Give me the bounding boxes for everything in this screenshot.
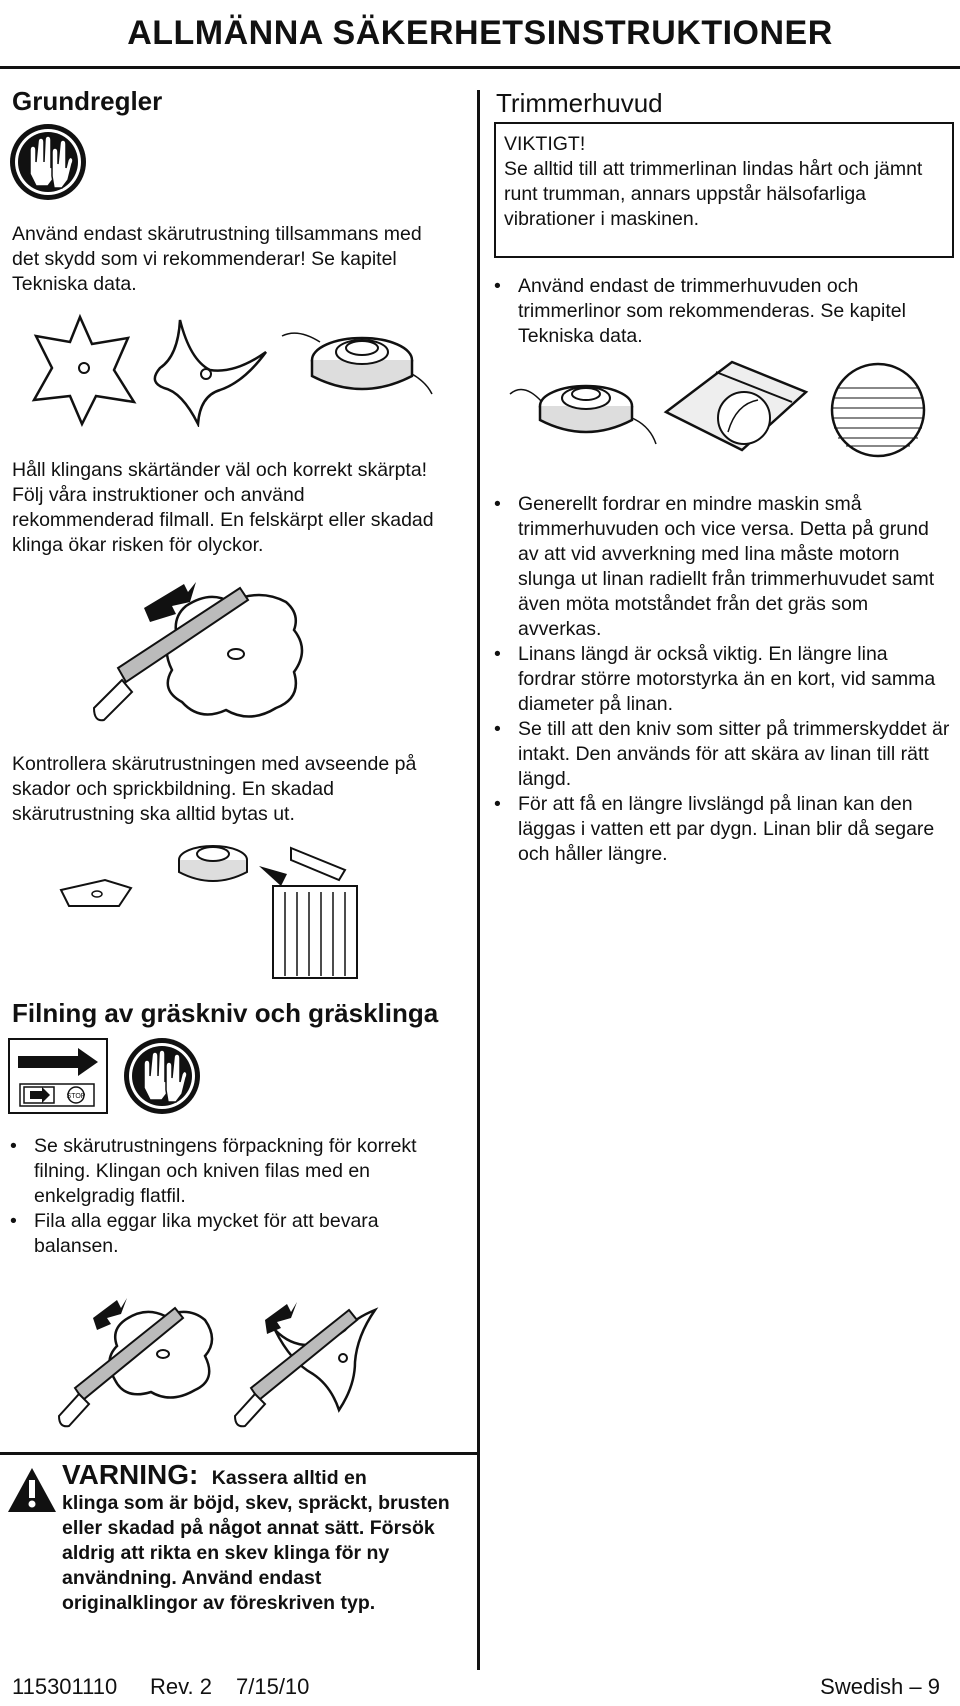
list-item: • Se skärutrustningens förpackning för korrekt filning. Klingan och kniven filas med en enkelgradig flatfil.: [10, 1134, 450, 1209]
footer-part-number: 115301110: [12, 1674, 118, 1699]
trimmer-bullet-list: [494, 492, 950, 867]
notice-text: Se alltid till att trimmerlinan lindas hårt och jämnt runt trumman, annars uppstår hälsofarliga vibrationer i maskinen.: [504, 158, 923, 230]
list-item: • Använd endast de trimmerhuvuden och trimmerlinor som rekommenderas. Se kapitel Tekniska data.: [494, 274, 944, 349]
warning-text-first: Kassera alltid en: [211, 1467, 367, 1489]
discard-illustration: [55, 840, 395, 980]
list-item: • Linans längd är också viktig. En längre lina fordrar större motorstyrka än en kort, vid samma diameter på linan.: [494, 642, 950, 717]
filing-illustration: [90, 580, 330, 730]
warning-label: VARNING:: [62, 1459, 199, 1490]
filing-bullet-list: [10, 1134, 450, 1259]
trimmer-parts-illustration: [506, 354, 936, 464]
section-heading-filing: Filning av gräskniv och gräsklinga: [12, 998, 439, 1028]
footer-date: 7/15/10: [236, 1674, 310, 1699]
warning-triangle-icon: [6, 1466, 58, 1514]
filing-blades-illustration: [55, 1290, 395, 1430]
section-heading-grundregler: Grundregler: [12, 86, 163, 116]
trimmer-top-bullet: [494, 274, 944, 349]
paragraph-sharpen-teeth: Håll klingans skärtänder väl och korrekt skärpta! Följ våra instruktioner och använd rekommenderad filmall. En felskärpt eller skadad klinga ökar risken för olyckor.: [12, 459, 434, 556]
notice-title: VIKTIGT!: [504, 133, 586, 155]
section-heading-trimmerhuvud: Trimmerhuvud: [496, 88, 663, 118]
footer-page-number: Swedish – 9: [820, 1674, 940, 1699]
notice-box: [494, 122, 954, 258]
svg-text:STOP: STOP: [66, 1093, 86, 1100]
gloves-icon: [8, 122, 88, 202]
gloves-icon: [122, 1036, 202, 1116]
warning-divider: [0, 1452, 478, 1455]
list-item: • Se till att den kniv som sitter på trimmerskyddet är intakt. Den används för att skära av linan till rätt längd.: [494, 717, 950, 792]
footer-revision: Rev. 2: [150, 1674, 212, 1699]
warning-text: [62, 1459, 452, 1616]
paragraph-protective-gear: Använd endast skärutrustning tillsammans med det skydd som vi rekommenderar! Se kapitel Tekniska data.: [12, 223, 422, 295]
paragraph-check-damage: Kontrollera skärutrustningen med avseende på skador och sprickbildning. En skadad skärutrustning ska alltid bytas ut.: [12, 753, 417, 825]
cutting-equipment-illustration: [30, 312, 440, 427]
page-title: ALLMÄNNA SÄKERHETSINSTRUKTIONER: [127, 14, 833, 52]
list-item: • För att få en längre livslängd på linan kan den läggas i vatten ett par dygn. Linan blir då segare och håller längre.: [494, 792, 950, 867]
column-divider: [477, 90, 480, 1670]
list-item: • Fila alla eggar lika mycket för att bevara balansen.: [10, 1209, 450, 1259]
arrow-stop-sign: [8, 1038, 108, 1114]
warning-text-rest: klinga som är böjd, skev, spräckt, brusten eller skadad på något annat sätt. Försök aldrig att rikta en skev klinga för ny användning. Använd endast originalklingor av föreskriven typ.: [62, 1492, 450, 1614]
list-item: • Generellt fordrar en mindre maskin små trimmerhuvuden och vice versa. Detta på grund av att vid avverkning med lina måste motorn slunga ut linan radiellt från trimmerhuvudet samt även möta motståndet från det gräs som avverkas.: [494, 492, 950, 642]
